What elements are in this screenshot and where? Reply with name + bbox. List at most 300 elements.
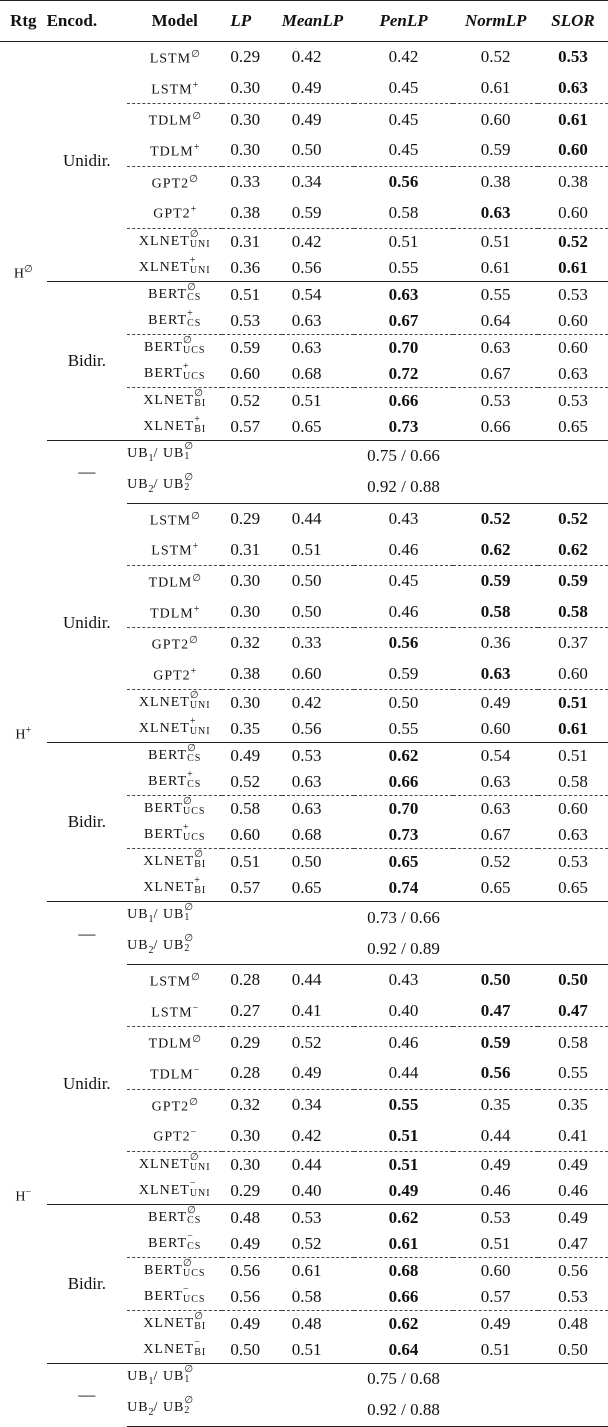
cell-lp: 0.56 (222, 1258, 281, 1285)
cell-lp: 0.52 (222, 387, 281, 414)
cell-meanlp: 0.63 (291, 772, 322, 792)
cell-penlp: 0.55 (388, 719, 419, 739)
cell-meanlp: 0.34 (282, 166, 354, 197)
ub-sub-b: 2 (184, 481, 191, 493)
model-superscript: + (189, 254, 197, 266)
model-name (127, 166, 222, 197)
model-name (127, 1205, 222, 1232)
ub-spacer (453, 440, 608, 471)
cell-meanlp: 0.63 (282, 796, 354, 823)
model-base: BERT (148, 774, 188, 790)
cell-meanlp: 0.65 (291, 416, 322, 436)
cell-meanlp: 0.49 (291, 1063, 322, 1083)
cell-penlp: 0.51 (354, 1152, 454, 1179)
model-base: TDLM (150, 606, 194, 622)
ub-sub-b: 1 (184, 912, 191, 924)
model-subscript: BI (194, 1320, 207, 1332)
model-name (127, 796, 222, 823)
cell-lp: 0.30 (230, 1125, 261, 1145)
cell-normlp: 0.56 (480, 1063, 511, 1083)
cell-meanlp: 0.42 (291, 1125, 322, 1145)
model-name (127, 414, 222, 441)
cell-lp: 0.38 (230, 202, 261, 222)
model-base: LSTM (151, 82, 193, 98)
model-base: TDLM (150, 1067, 194, 1083)
cell-normlp: 0.49 (453, 690, 538, 717)
cell-slor: 0.53 (538, 387, 608, 414)
cell-lp: 0.31 (230, 539, 261, 559)
encoding-unidir: Unidir. (62, 1074, 111, 1094)
upper-bound-group-label: — (47, 1364, 128, 1427)
model-name (127, 1258, 222, 1285)
cell-lp: 0.52 (230, 772, 261, 792)
ub-spacer (453, 472, 608, 503)
cell-lp: 0.50 (230, 1340, 261, 1359)
model-name (127, 597, 222, 628)
cell-penlp: 0.72 (388, 363, 419, 383)
cell-slor: 0.38 (538, 166, 608, 197)
cell-penlp: 0.46 (354, 1027, 454, 1058)
model-subscript: CS (187, 291, 202, 303)
cell-meanlp: 0.42 (282, 690, 354, 717)
model-subscript: BI (194, 885, 207, 897)
cell-meanlp: 0.63 (291, 310, 322, 330)
model-scripts (183, 1259, 205, 1279)
ub-scripts (184, 473, 194, 493)
cell-lp: 0.58 (222, 796, 281, 823)
model-base: BERT (148, 286, 188, 302)
cell-slor: 0.51 (538, 743, 608, 770)
cell-lp: 0.30 (230, 601, 261, 621)
cell-penlp: 0.66 (354, 387, 454, 414)
model-scripts (183, 1285, 205, 1305)
cell-normlp: 0.63 (453, 796, 538, 823)
cell-normlp: 0.51 (453, 228, 538, 255)
table-header-row (0, 1, 608, 42)
model-superscript: − (194, 1336, 201, 1348)
model-scripts (190, 230, 211, 250)
cell-lp: 0.60 (230, 825, 261, 845)
ub-value: 0.92 / 0.89 (354, 933, 454, 964)
model-base: BERT (144, 1289, 183, 1304)
ub-sup-b: ∅ (184, 1363, 195, 1375)
model-base: XLNET (143, 392, 195, 408)
cell-slor: 0.49 (538, 1205, 608, 1232)
model-base: TDLM (148, 1037, 193, 1053)
cell-slor: 0.65 (558, 416, 588, 436)
model-superscript: ∅ (183, 796, 193, 808)
model-subscript: UCS (183, 832, 206, 844)
cell-slor: 0.65 (558, 878, 588, 898)
cell-lp: 0.29 (230, 47, 261, 67)
model-subscript: UCS (183, 370, 206, 382)
cell-slor: 0.35 (538, 1089, 608, 1120)
cell-slor: 0.63 (558, 77, 588, 97)
model-scripts (194, 850, 206, 870)
cell-penlp: 0.45 (354, 565, 454, 596)
cell-penlp: 0.66 (388, 1287, 419, 1306)
cell-normlp: 0.52 (480, 508, 511, 528)
cell-slor: 0.58 (558, 772, 588, 792)
model-superscript: ∅ (192, 572, 201, 584)
model-subscript: BI (194, 397, 207, 409)
cell-slor: 0.56 (538, 1258, 608, 1285)
ub-spacer (222, 933, 353, 964)
upper-bound-name (127, 440, 222, 471)
ub-sup-b: ∅ (184, 440, 195, 452)
ub-label-b: UB (162, 445, 185, 461)
cell-meanlp: 0.50 (282, 565, 354, 596)
model-name (127, 387, 222, 414)
cell-meanlp: 0.48 (282, 1311, 354, 1338)
cell-meanlp: 0.51 (291, 1340, 322, 1359)
ub-sub-a: 1 (148, 452, 154, 464)
model-base: XLNET (143, 854, 195, 870)
cell-slor: 0.52 (558, 508, 588, 528)
cell-slor: 0.61 (558, 257, 588, 277)
cell-normlp: 0.35 (453, 1089, 538, 1120)
model-base: XLNET (143, 1316, 195, 1331)
cell-penlp: 0.63 (354, 281, 454, 308)
model-superscript: − (190, 1127, 197, 1139)
ub-sup-b: ∅ (184, 902, 195, 914)
model-superscript: − (183, 1283, 190, 1295)
model-name (127, 659, 222, 690)
model-subscript: UNI (189, 726, 211, 738)
cell-slor: 0.47 (558, 1234, 588, 1253)
cell-normlp: 0.57 (480, 1287, 511, 1306)
model-scripts (187, 770, 201, 790)
cell-slor: 0.60 (558, 202, 588, 222)
cell-normlp: 0.49 (453, 1311, 538, 1338)
model-scripts (190, 691, 211, 711)
ub-separator: / (153, 938, 163, 954)
ub-spacer (222, 1395, 353, 1426)
cell-normlp: 0.58 (480, 601, 511, 621)
cell-penlp: 0.59 (388, 664, 419, 684)
table-row (0, 281, 608, 308)
cell-normlp: 0.63 (453, 334, 538, 361)
model-name (127, 1120, 222, 1151)
model-superscript: ∅ (191, 972, 200, 984)
rating-label (0, 503, 47, 965)
model-superscript: ∅ (189, 690, 200, 702)
model-subscript: UCS (183, 344, 206, 356)
model-scripts (187, 283, 201, 303)
model-scripts (187, 309, 201, 329)
cell-lp: 0.32 (222, 628, 281, 659)
cell-slor: 0.60 (558, 140, 588, 160)
model-superscript: + (189, 716, 197, 728)
cell-normlp: 0.54 (453, 743, 538, 770)
rating-text: H (15, 728, 26, 744)
encoding-unidir: Unidir. (62, 151, 111, 171)
upper-bound-row (0, 1364, 608, 1395)
table-row (0, 503, 608, 534)
model-base: GPT2 (153, 1130, 191, 1145)
model-base: LSTM (149, 974, 192, 990)
cell-penlp: 0.55 (388, 257, 419, 277)
cell-normlp: 0.64 (480, 310, 511, 330)
model-superscript: + (187, 307, 194, 319)
cell-meanlp: 0.34 (282, 1089, 354, 1120)
model-name (127, 1058, 222, 1089)
cell-penlp: 0.62 (354, 1205, 454, 1232)
model-superscript: − (187, 1230, 194, 1242)
ub-separator: / (153, 907, 163, 923)
model-superscript: − (189, 1177, 197, 1189)
upper-bound-name (127, 933, 222, 964)
cell-penlp: 0.40 (388, 1001, 419, 1021)
model-base: LSTM (151, 543, 193, 559)
cell-lp: 0.28 (230, 970, 261, 990)
cell-lp: 0.36 (230, 257, 261, 277)
model-subscript: UCS (183, 1267, 206, 1279)
model-scripts (187, 744, 201, 764)
model-base: XLNET (138, 1157, 190, 1172)
cell-lp: 0.60 (230, 363, 261, 383)
cell-meanlp: 0.33 (282, 628, 354, 659)
cell-normlp: 0.47 (480, 1001, 511, 1021)
model-scripts (183, 823, 205, 843)
model-subscript: CS (187, 753, 202, 765)
cell-penlp: 0.51 (354, 228, 454, 255)
model-name (127, 628, 222, 659)
model-base: BERT (144, 1263, 183, 1278)
cell-slor: 0.50 (558, 1340, 588, 1359)
model-superscript: ∅ (191, 510, 200, 522)
model-superscript: ∅ (189, 635, 198, 647)
cell-penlp: 0.64 (388, 1340, 419, 1359)
cell-meanlp: 0.44 (282, 1152, 354, 1179)
upper-bound-name (127, 902, 222, 933)
cell-penlp: 0.56 (354, 628, 454, 659)
model-scripts (187, 1206, 201, 1226)
model-superscript: + (192, 541, 199, 553)
model-name (127, 228, 222, 255)
ub-label-a: UB (127, 476, 149, 492)
model-superscript: + (190, 204, 197, 216)
ub-sub-b: 1 (184, 1373, 191, 1385)
rating-superscript: − (25, 1187, 32, 1198)
model-base: TDLM (150, 144, 194, 160)
cell-penlp: 0.62 (354, 1311, 454, 1338)
model-name (127, 1284, 222, 1311)
cell-normlp: 0.63 (480, 664, 511, 684)
ub-separator: / (153, 1369, 163, 1384)
cell-meanlp: 0.58 (291, 1287, 322, 1306)
model-base: GPT2 (153, 668, 191, 684)
cell-lp: 0.49 (222, 1311, 281, 1338)
cell-penlp: 0.58 (388, 202, 419, 222)
cell-penlp: 0.45 (388, 140, 419, 160)
ub-label-a: UB (127, 938, 149, 954)
cell-penlp: 0.65 (354, 849, 454, 876)
model-superscript: ∅ (183, 334, 193, 346)
cell-lp: 0.30 (222, 1152, 281, 1179)
model-subscript: UNI (189, 1187, 211, 1199)
model-superscript: ∅ (183, 1257, 193, 1269)
cell-penlp: 0.74 (388, 878, 419, 898)
model-name (127, 503, 222, 534)
cell-lp: 0.29 (230, 508, 261, 528)
cell-normlp: 0.59 (453, 1027, 538, 1058)
cell-normlp: 0.51 (480, 1234, 511, 1253)
upper-bound-name (127, 1364, 222, 1395)
ub-sup-b: ∅ (184, 471, 195, 483)
rating-superscript: ∅ (24, 264, 33, 276)
upper-bound-name (127, 472, 222, 503)
cell-penlp: 0.55 (354, 1089, 454, 1120)
model-scripts (190, 256, 211, 276)
cell-penlp: 0.62 (354, 743, 454, 770)
model-superscript: ∅ (189, 1096, 198, 1108)
model-scripts (190, 1153, 211, 1173)
ub-separator: / (153, 1399, 163, 1415)
cell-slor: 0.53 (538, 849, 608, 876)
model-scripts (194, 389, 206, 409)
cell-penlp: 0.73 (388, 416, 419, 436)
ub-label-a: UB (127, 445, 149, 461)
ub-sub-a: 1 (148, 914, 154, 926)
model-base: GPT2 (151, 637, 190, 653)
model-scripts (194, 876, 206, 896)
model-name (127, 104, 222, 135)
model-name (127, 534, 222, 565)
model-name (127, 1089, 222, 1120)
cell-lp: 0.51 (222, 849, 281, 876)
ub-label-b: UB (162, 476, 185, 492)
ub-value: 0.92 / 0.88 (354, 1395, 454, 1426)
cell-meanlp: 0.40 (291, 1181, 322, 1200)
model-subscript: BI (194, 1346, 207, 1358)
encoding-bidir: Bidir. (47, 1205, 128, 1364)
rating-superscript: + (25, 725, 32, 737)
cell-penlp: 0.51 (388, 1125, 419, 1145)
cell-lp: 0.33 (222, 166, 281, 197)
ub-spacer (453, 933, 608, 964)
cell-penlp: 0.44 (388, 1063, 419, 1083)
cell-lp: 0.57 (230, 416, 261, 436)
ub-label-b: UB (162, 1399, 185, 1415)
cell-slor: 0.49 (538, 1152, 608, 1179)
model-scripts (187, 1232, 201, 1252)
model-subscript: BI (194, 859, 207, 871)
model-scripts (194, 1312, 206, 1332)
cell-penlp: 0.45 (388, 77, 419, 97)
cell-penlp: 0.70 (354, 796, 454, 823)
model-superscript: ∅ (189, 228, 200, 240)
cell-meanlp: 0.59 (291, 202, 322, 222)
encoding-bidir: Bidir. (47, 281, 128, 440)
cell-slor: 0.62 (558, 539, 588, 559)
model-base: BERT (144, 365, 183, 381)
cell-penlp: 0.70 (354, 334, 454, 361)
cell-normlp: 0.49 (453, 1152, 538, 1179)
cell-penlp: 0.46 (388, 539, 419, 559)
cell-penlp: 0.43 (388, 508, 419, 528)
model-base: XLNET (138, 721, 190, 737)
rating-text: H (15, 1189, 26, 1205)
cell-meanlp: 0.52 (282, 1027, 354, 1058)
cell-penlp: 0.49 (388, 1181, 419, 1200)
model-name (127, 822, 222, 849)
model-base: XLNET (143, 1342, 195, 1357)
ub-separator: / (153, 445, 163, 461)
model-name (127, 565, 222, 596)
cell-meanlp: 0.53 (282, 1205, 354, 1232)
model-subscript: UNI (189, 700, 211, 712)
cell-lp: 0.30 (222, 104, 281, 135)
cell-penlp: 0.45 (354, 104, 454, 135)
header-rtg: Rtg (0, 1, 47, 42)
cell-meanlp: 0.44 (291, 970, 322, 990)
model-base: XLNET (138, 259, 190, 275)
cell-meanlp: 0.53 (282, 743, 354, 770)
cell-slor: 0.61 (558, 719, 588, 739)
cell-slor: 0.61 (538, 104, 608, 135)
model-scripts (190, 1179, 211, 1199)
cell-penlp: 0.68 (354, 1258, 454, 1285)
cell-meanlp: 0.65 (291, 878, 322, 898)
header-meanlp: MeanLP (282, 1, 354, 42)
model-superscript: ∅ (192, 111, 201, 123)
cell-meanlp: 0.52 (291, 1234, 322, 1253)
ub-label-b: UB (162, 907, 185, 923)
ub-label-a: UB (127, 1369, 149, 1384)
cell-slor: 0.53 (538, 281, 608, 308)
model-superscript: ∅ (194, 849, 204, 861)
model-base: XLNET (138, 695, 190, 711)
model-base: BERT (148, 1236, 188, 1251)
cell-normlp: 0.63 (480, 202, 511, 222)
cell-slor: 0.52 (538, 228, 608, 255)
rating-label (0, 965, 47, 1427)
header-penlp: PenLP (354, 1, 454, 42)
table-row (0, 965, 608, 996)
model-base: TDLM (148, 113, 193, 129)
model-superscript: + (194, 413, 201, 425)
model-superscript: ∅ (187, 281, 197, 293)
cell-meanlp: 0.42 (291, 47, 322, 67)
model-name (127, 743, 222, 770)
cell-lp: 0.49 (222, 743, 281, 770)
cell-penlp: 0.67 (388, 310, 419, 330)
cell-lp: 0.35 (230, 719, 261, 739)
ub-label-b: UB (162, 938, 185, 954)
model-name (127, 965, 222, 996)
cell-meanlp: 0.56 (291, 719, 322, 739)
model-superscript: − (192, 1002, 199, 1014)
model-subscript: CS (187, 1214, 202, 1226)
cell-meanlp: 0.49 (291, 77, 322, 97)
ub-sub-b: 2 (184, 1404, 191, 1416)
cell-normlp: 0.65 (480, 878, 511, 898)
model-superscript: + (194, 875, 201, 887)
cell-penlp: 0.61 (388, 1234, 419, 1253)
ub-scripts (184, 1365, 194, 1385)
cell-normlp: 0.52 (453, 849, 538, 876)
model-subscript: CS (187, 779, 202, 791)
model-name (127, 1152, 222, 1179)
cell-lp: 0.38 (230, 664, 261, 684)
ub-spacer (453, 1395, 608, 1426)
ub-spacer (222, 472, 353, 503)
cell-normlp: 0.61 (480, 257, 511, 277)
table-row (0, 42, 608, 73)
model-name (127, 1178, 222, 1205)
cell-slor: 0.51 (538, 690, 608, 717)
